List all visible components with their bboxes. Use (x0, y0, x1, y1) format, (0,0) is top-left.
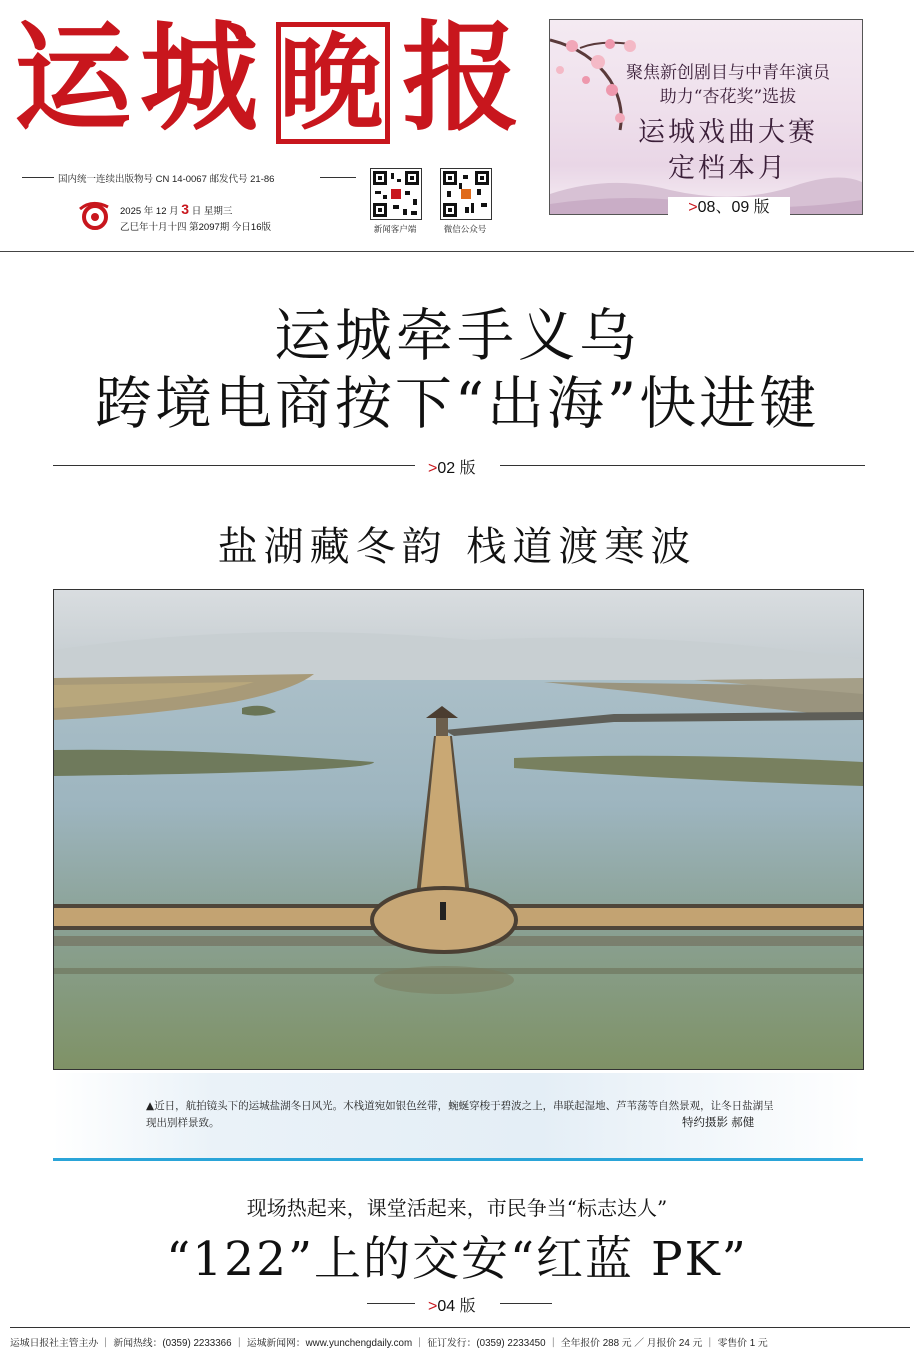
promo-title: 运城戏曲大赛 (638, 117, 818, 148)
promo-banner[interactable] (549, 19, 863, 215)
qr-label: 新闻客户端 (373, 224, 417, 234)
divider (53, 465, 415, 466)
headline[interactable]: 运城牵手义乌 (274, 303, 640, 369)
divider (367, 1303, 415, 1304)
qr-code-icon[interactable] (440, 168, 492, 220)
masthead-char: 运 (14, 8, 133, 147)
qr-code-icon[interactable] (370, 168, 422, 220)
divider (0, 251, 914, 252)
photo-credit: 特约摄影 郝健 (682, 1117, 755, 1129)
headline[interactable]: “122”上的交安“红蓝 PK” (166, 1232, 748, 1287)
masthead-char: 城 (140, 8, 259, 147)
qr-label: 微信公众号 (443, 224, 487, 234)
photo-headline[interactable]: 盐湖藏冬韵 栈道渡寒波 (217, 524, 697, 570)
page-ref[interactable]: >02 版 (428, 460, 476, 477)
masthead-logo (14, 8, 534, 148)
footer-text: 运城日报社主管主办 ｜ 新闻热线：(0359) 2233366 ｜ 运城新闻网：www.yunchengdaily.com ｜ 征订发行：(0359) 2233450 ｜ 全年报价 288 元 ／ 月报价 24 元 ｜ 零售价 1 元 (10, 1338, 768, 1349)
accent-bar (53, 1158, 863, 1161)
promo-page-ref[interactable]: >08、09 版 (668, 197, 790, 219)
promo-line: 助力“杏花奖”选拔 (659, 87, 797, 107)
headline[interactable]: 跨境电商按下“出海”快进键 (94, 371, 820, 437)
promo-title: 定档本月 (668, 153, 788, 184)
photo-caption: ▲近日，航拍镜头下的运城盐湖冬日风光。木栈道宛如银色丝带，蜿蜒穿梭于碧波之上，串联起湿地、芦苇荡等自然景观，让冬日盐湖呈现出别样景致。 (146, 1100, 774, 1129)
divider (500, 465, 865, 466)
publication-info: 国内统一连续出版物号 CN 14-0067 邮发代号 21-86 (22, 170, 356, 186)
issue-date: 2025 年 12 月 3 日 星期三 (120, 201, 233, 217)
masthead-char: 晚 (279, 21, 384, 144)
issue-info: 乙巳年十月十四 第2097期 今日16版 (120, 222, 271, 233)
divider (500, 1303, 552, 1304)
masthead-char: 报 (402, 8, 521, 147)
masthead-seal (276, 22, 390, 144)
salt-lake-photo[interactable] (53, 589, 864, 1070)
kicker: 现场热起来，课堂活起来，市民争当“标志达人” (246, 1196, 668, 1220)
newspaper-emblem-icon (78, 201, 114, 231)
footer (10, 1327, 910, 1353)
page-ref[interactable]: >04 版 (428, 1298, 476, 1315)
promo-line: 聚焦新创剧目与中青年演员 (626, 63, 830, 83)
